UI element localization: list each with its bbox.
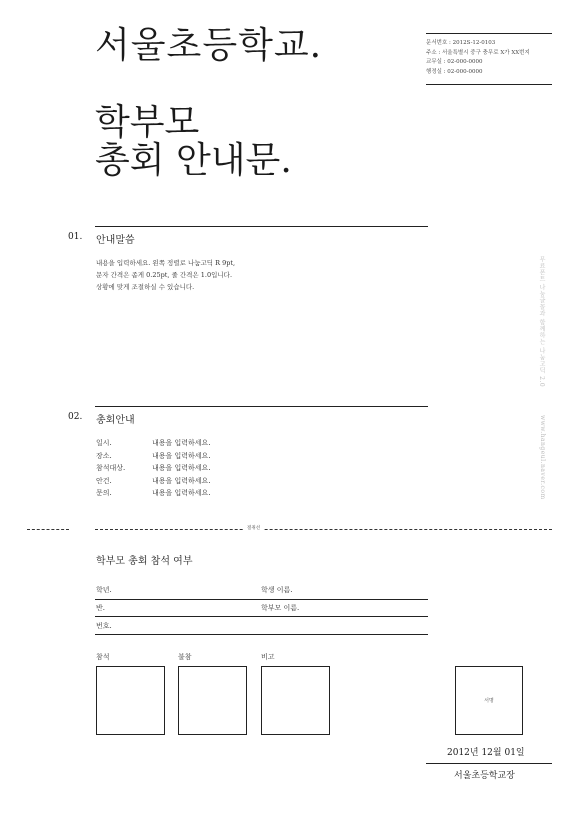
side-note-bottom: www.hangeul.naver.com (539, 415, 546, 500)
detail-label: 장소. (96, 451, 112, 460)
absent-label: 불참 (178, 653, 192, 661)
absent-checkbox[interactable] (178, 666, 247, 735)
document-title-line2: 총회 안내문. (95, 140, 292, 181)
detail-row (96, 450, 211, 463)
section1-line: 상황에 맞게 조절하실 수 있습니다. (96, 283, 195, 291)
section1-number: 01. (68, 232, 83, 242)
detail-value: 내용을 입력하세요. (152, 451, 211, 460)
date-divider (426, 763, 552, 764)
section2-number: 02. (68, 412, 83, 422)
document-title (95, 104, 292, 180)
form-line-2 (95, 616, 428, 617)
school-title: 서울초등학교. (95, 25, 323, 66)
detail-row (96, 487, 211, 500)
cut-line-right (95, 529, 552, 530)
note-label: 비고 (261, 653, 275, 661)
staff-office-phone: 교무실 : 02-000-0000 (426, 59, 483, 65)
student-name-label: 학생 이름. (261, 586, 293, 594)
document-info-box (426, 33, 552, 85)
class-label: 반. (96, 604, 105, 612)
attendance-title: 학부모 총회 참석 여부 (96, 556, 193, 567)
grade-label: 학년. (96, 586, 112, 594)
detail-value: 내용을 입력하세요. (152, 489, 211, 497)
detail-label: 일시. (96, 439, 112, 447)
section1-line: 내용을 입력하세요. 왼쪽 정렬로 나눔고딕 R 9pt, (96, 259, 236, 267)
doc-number: 문서번호 : 2012S-12-0103 (426, 40, 496, 46)
signature-label: 서명 (484, 698, 494, 704)
detail-value: 내용을 입력하세요. (152, 476, 211, 485)
attend-label: 참석 (96, 653, 110, 661)
detail-label: 참석대상. (96, 464, 126, 472)
detail-value: 내용을 입력하세요. (152, 439, 211, 447)
detail-label: 문의. (96, 489, 112, 497)
meeting-details (96, 437, 211, 500)
cut-line-label: 절취선 (244, 525, 263, 531)
detail-row (96, 437, 211, 450)
parent-name-label: 학부모 이름. (261, 604, 300, 612)
side-note-top: 무료폰트 나눔글꼴과 함께하는 나눔고딕 2.0 (538, 256, 545, 388)
form-line-1 (95, 599, 428, 600)
detail-label: 안건. (96, 476, 112, 485)
signature-box[interactable] (455, 666, 523, 735)
section2-title: 총회안내 (96, 415, 135, 426)
address: 주소 : 서울특별시 중구 충무로 X가 XX번지 (426, 49, 530, 56)
number-label: 번호. (96, 622, 112, 630)
form-line-3 (95, 634, 428, 635)
document-title-line1: 학부모 (95, 102, 200, 143)
admin-office-phone: 행정실 : 02-000-0000 (426, 68, 483, 75)
section1-divider (95, 226, 428, 227)
section1-title: 안내말씀 (96, 235, 135, 246)
note-box[interactable] (261, 666, 330, 735)
cut-line-left (27, 529, 69, 530)
issue-date: 2012년 12월 01일 (447, 748, 525, 758)
principal-name: 서울초등학교장 (454, 771, 515, 781)
section2-divider (95, 406, 428, 407)
detail-value: 내용을 입력하세요. (152, 464, 211, 472)
section1-line: 문자 간격은 좁게 0.25pt, 줄 간격은 1.0입니다. (96, 271, 233, 279)
detail-row (96, 475, 211, 488)
detail-row (96, 462, 211, 475)
attend-checkbox[interactable] (96, 666, 165, 735)
section1-body (96, 257, 235, 293)
